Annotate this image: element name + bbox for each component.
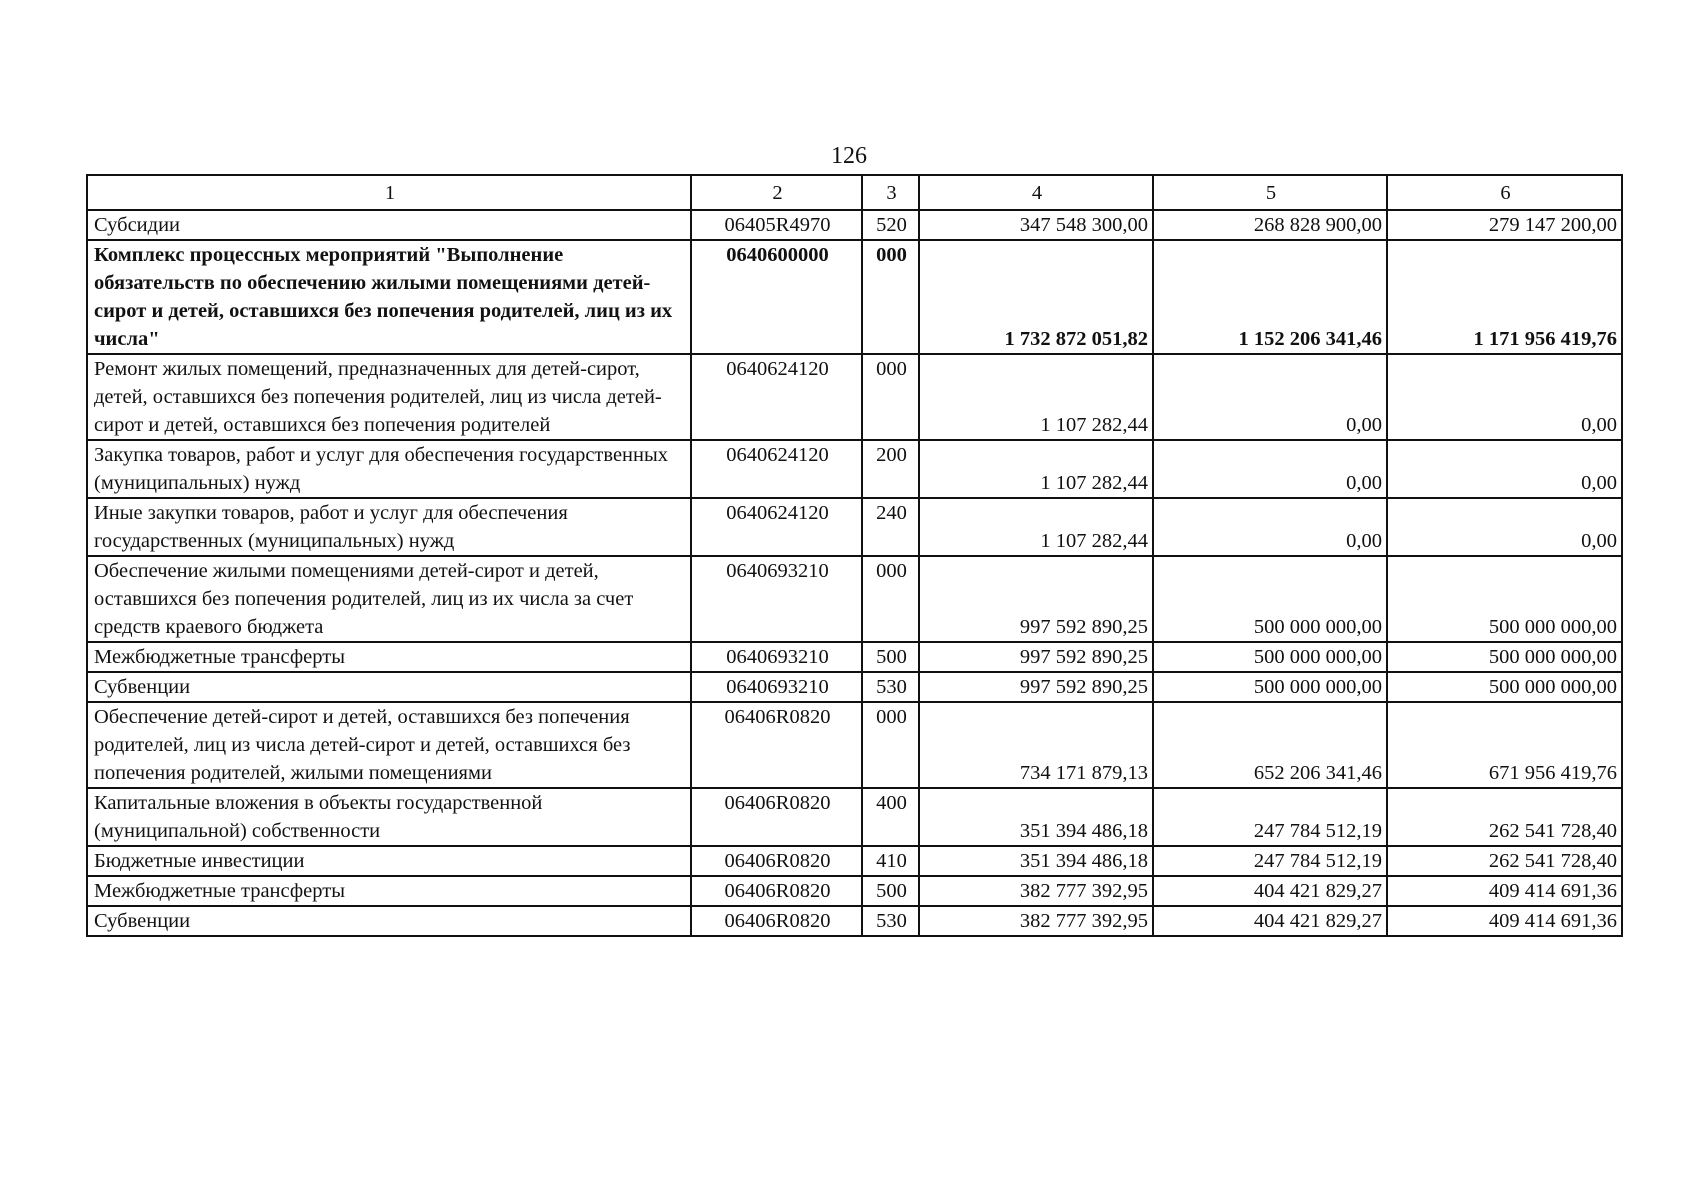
table-row (87, 876, 1622, 906)
row-amount-col6: 500 000 000,00 (1387, 556, 1622, 642)
row-amount-col5: 247 784 512,19 (1153, 788, 1387, 846)
row-amount-col6: 262 541 728,40 (1387, 846, 1622, 876)
row-name: Межбюджетные трансферты (87, 876, 691, 906)
row-amount-col5: 0,00 (1153, 440, 1387, 498)
row-code: 06405R4970 (691, 210, 862, 240)
row-expense-type: 410 (862, 846, 919, 876)
row-expense-type: 530 (862, 906, 919, 936)
row-expense-type: 500 (862, 876, 919, 906)
row-name: Капитальные вложения в объекты государственной (муниципальной) собственности (87, 788, 691, 846)
row-expense-type: 000 (862, 240, 919, 354)
table-row (87, 440, 1622, 498)
table-row (87, 210, 1622, 240)
header-cell-2: 2 (691, 175, 862, 210)
row-name: Ремонт жилых помещений, предназначенных для детей-сирот, детей, оставшихся без попечения родителей, лиц из числа детей-сирот и детей, оставшихся без попечения родителей (87, 354, 691, 440)
row-code: 0640624120 (691, 440, 862, 498)
header-cell-4: 4 (919, 175, 1153, 210)
row-name: Обеспечение детей-сирот и детей, оставшихся без попечения родителей, лиц из числа детей-сирот и детей, оставшихся без попечения родителей, жилыми помещениями (87, 702, 691, 788)
row-code: 06406R0820 (691, 702, 862, 788)
row-amount-col5: 500 000 000,00 (1153, 642, 1387, 672)
row-amount-col4: 1 107 282,44 (919, 440, 1153, 498)
header-cell-6: 6 (1387, 175, 1622, 210)
row-amount-col6: 671 956 419,76 (1387, 702, 1622, 788)
row-amount-col4: 382 777 392,95 (919, 906, 1153, 936)
header-cell-1: 1 (87, 175, 691, 210)
row-amount-col5: 652 206 341,46 (1153, 702, 1387, 788)
row-code: 0640600000 (691, 240, 862, 354)
row-expense-type: 530 (862, 672, 919, 702)
row-amount-col5: 500 000 000,00 (1153, 556, 1387, 642)
row-amount-col6: 262 541 728,40 (1387, 788, 1622, 846)
table-row (87, 846, 1622, 876)
row-amount-col6: 409 414 691,36 (1387, 906, 1622, 936)
row-code: 06406R0820 (691, 906, 862, 936)
row-amount-col4: 997 592 890,25 (919, 672, 1153, 702)
header-cell-3: 3 (862, 175, 919, 210)
row-amount-col6: 0,00 (1387, 354, 1622, 440)
row-amount-col4: 997 592 890,25 (919, 642, 1153, 672)
row-expense-type: 240 (862, 498, 919, 556)
row-amount-col6: 500 000 000,00 (1387, 642, 1622, 672)
row-amount-col4: 351 394 486,18 (919, 846, 1153, 876)
row-expense-type: 200 (862, 440, 919, 498)
row-amount-col6: 279 147 200,00 (1387, 210, 1622, 240)
row-amount-col5: 500 000 000,00 (1153, 672, 1387, 702)
row-amount-col5: 268 828 900,00 (1153, 210, 1387, 240)
row-name: Субсидии (87, 210, 691, 240)
row-amount-col5: 1 152 206 341,46 (1153, 240, 1387, 354)
row-amount-col6: 409 414 691,36 (1387, 876, 1622, 906)
row-amount-col4: 347 548 300,00 (919, 210, 1153, 240)
table-row (87, 788, 1622, 846)
row-code: 0640693210 (691, 642, 862, 672)
row-name: Субвенции (87, 672, 691, 702)
row-expense-type: 400 (862, 788, 919, 846)
table-row (87, 240, 1622, 354)
row-code: 0640624120 (691, 354, 862, 440)
row-code: 06406R0820 (691, 788, 862, 846)
row-amount-col4: 734 171 879,13 (919, 702, 1153, 788)
row-amount-col6: 0,00 (1387, 498, 1622, 556)
table-row (87, 906, 1622, 936)
row-code: 06406R0820 (691, 876, 862, 906)
row-amount-col5: 404 421 829,27 (1153, 876, 1387, 906)
row-amount-col4: 997 592 890,25 (919, 556, 1153, 642)
row-amount-col6: 0,00 (1387, 440, 1622, 498)
row-code: 0640693210 (691, 672, 862, 702)
row-name: Межбюджетные трансферты (87, 642, 691, 672)
row-expense-type: 520 (862, 210, 919, 240)
row-expense-type: 000 (862, 556, 919, 642)
row-amount-col5: 247 784 512,19 (1153, 846, 1387, 876)
row-amount-col6: 1 171 956 419,76 (1387, 240, 1622, 354)
row-amount-col4: 1 107 282,44 (919, 498, 1153, 556)
row-expense-type: 000 (862, 354, 919, 440)
table-row (87, 702, 1622, 788)
table-row (87, 498, 1622, 556)
table-row (87, 642, 1622, 672)
budget-table (86, 174, 1623, 937)
row-amount-col5: 0,00 (1153, 498, 1387, 556)
row-amount-col4: 351 394 486,18 (919, 788, 1153, 846)
row-code: 0640693210 (691, 556, 862, 642)
row-name: Бюджетные инвестиции (87, 846, 691, 876)
row-name: Комплекс процессных мероприятий "Выполнение обязательств по обеспечению жилыми помещениями детей-сирот и детей, оставшихся без попечения родителей, лиц из их числа" (87, 240, 691, 354)
row-code: 0640624120 (691, 498, 862, 556)
header-cell-5: 5 (1153, 175, 1387, 210)
row-expense-type: 000 (862, 702, 919, 788)
row-name: Обеспечение жилыми помещениями детей-сирот и детей, оставшихся без попечения родителей, лиц из их числа за счет средств краевого бюджета (87, 556, 691, 642)
row-code: 06406R0820 (691, 846, 862, 876)
row-name: Субвенции (87, 906, 691, 936)
row-amount-col4: 382 777 392,95 (919, 876, 1153, 906)
row-amount-col5: 0,00 (1153, 354, 1387, 440)
row-name: Закупка товаров, работ и услуг для обеспечения государственных (муниципальных) нужд (87, 440, 691, 498)
row-name: Иные закупки товаров, работ и услуг для обеспечения государственных (муниципальных) нужд (87, 498, 691, 556)
table-row (87, 354, 1622, 440)
row-amount-col5: 404 421 829,27 (1153, 906, 1387, 936)
row-amount-col4: 1 107 282,44 (919, 354, 1153, 440)
row-amount-col6: 500 000 000,00 (1387, 672, 1622, 702)
row-amount-col4: 1 732 872 051,82 (919, 240, 1153, 354)
header-row (87, 175, 1622, 210)
table-row (87, 556, 1622, 642)
table-row (87, 672, 1622, 702)
page-number: 126 (831, 143, 867, 169)
row-expense-type: 500 (862, 642, 919, 672)
